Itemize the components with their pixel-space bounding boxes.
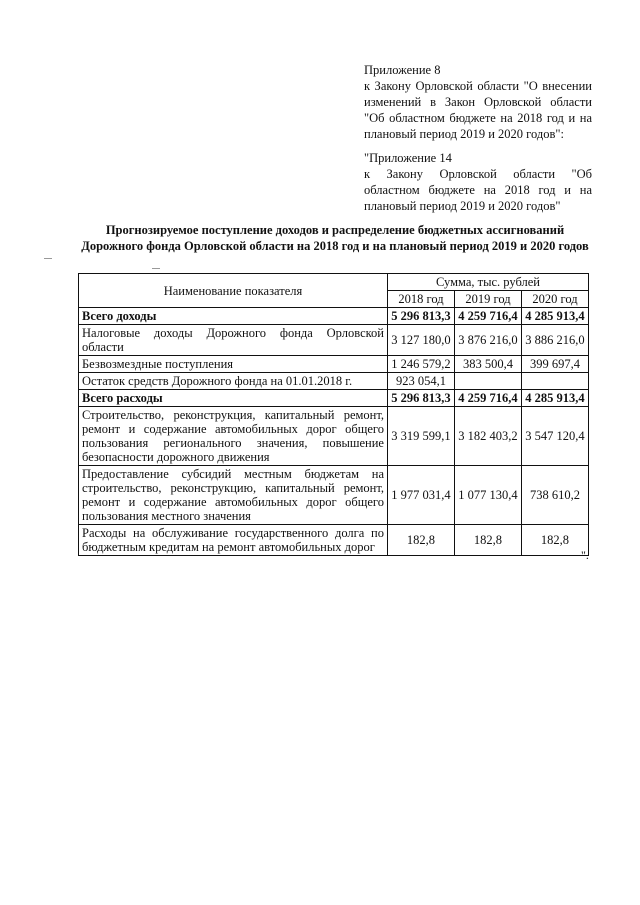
appendix-note [364,62,592,214]
appendix-14-text: к Закону Орловской области "Об областном бюджете на 2018 год и на плановый период 2019 и 2020 годов" [364,167,592,213]
table-row [79,525,589,556]
value-2019 [454,373,521,390]
appendix-8-text: к Закону Орловской области "О внесении изменений в Закон Орловской области "Об областном бюджете на 2018 год и на плановый период 2019 и 2020 годов": [364,79,592,141]
value-2020: 3 547 120,4 [521,407,588,466]
table-row [79,390,589,407]
row-name: Строительство, реконструкция, капитальный ремонт, ремонт и содержание автомобильных дорог общего пользования регионального значения, повышение безопасности дорожного движения [79,407,388,466]
table-row [79,356,589,373]
table-row [79,373,589,390]
value-2018: 923 054,1 [388,373,455,390]
margin-tick [152,268,160,269]
header-year-2018: 2018 год [388,291,455,308]
value-2018: 182,8 [388,525,455,556]
value-2019: 1 077 130,4 [454,466,521,525]
row-name: Безвозмездные поступления [79,356,388,373]
row-name: Всего доходы [79,308,388,325]
road-fund-table [78,273,589,556]
value-2019: 3 876 216,0 [454,325,521,356]
appendix-14-heading: "Приложение 14 [364,151,452,165]
header-year-2019: 2019 год [454,291,521,308]
value-2020: 399 697,4 [521,356,588,373]
value-2020: 738 610,2 [521,466,588,525]
row-name: Всего расходы [79,390,388,407]
value-2020 [521,373,588,390]
row-name: Налоговые доходы Дорожного фонда Орловской области [79,325,388,356]
value-2020: 4 285 913,4 [521,390,588,407]
value-2019: 383 500,4 [454,356,521,373]
value-2018: 5 296 813,3 [388,308,455,325]
value-2019: 4 259 716,4 [454,390,521,407]
value-2020: 3 886 216,0 [521,325,588,356]
margin-tick [44,258,52,259]
closing-quote: ". [581,548,589,562]
value-2018: 3 127 180,0 [388,325,455,356]
value-2018: 3 319 599,1 [388,407,455,466]
value-2018: 1 977 031,4 [388,466,455,525]
appendix-8-heading: Приложение 8 [364,63,441,77]
row-name: Предоставление субсидий местным бюджетам на строительство, реконструкцию, капитальный ремонт, ремонт и содержание автомобильных дорог общего пользования местного значения [79,466,388,525]
document-title: Прогнозируемое поступление доходов и распределение бюджетных ассигнований Дорожного фонда Орловской области на 2018 год и на плановый период 2019 и 2020 годов [81,223,589,253]
value-2018: 1 246 579,2 [388,356,455,373]
row-name: Расходы на обслуживание государственного долга по бюджетным кредитам на ремонт автомобильных дорог [79,525,388,556]
header-name: Наименование показателя [79,274,388,308]
header-year-2020: 2020 год [521,291,588,308]
table-row [79,308,589,325]
value-2020: 182,8 [521,525,588,556]
value-2019: 4 259 716,4 [454,308,521,325]
header-sum: Сумма, тыс. рублей [388,274,589,291]
value-2018: 5 296 813,3 [388,390,455,407]
table-row [79,325,589,356]
value-2019: 182,8 [454,525,521,556]
table-row [79,407,589,466]
row-name: Остаток средств Дорожного фонда на 01.01.2018 г. [79,373,388,390]
table-row [79,466,589,525]
value-2019: 3 182 403,2 [454,407,521,466]
value-2020: 4 285 913,4 [521,308,588,325]
